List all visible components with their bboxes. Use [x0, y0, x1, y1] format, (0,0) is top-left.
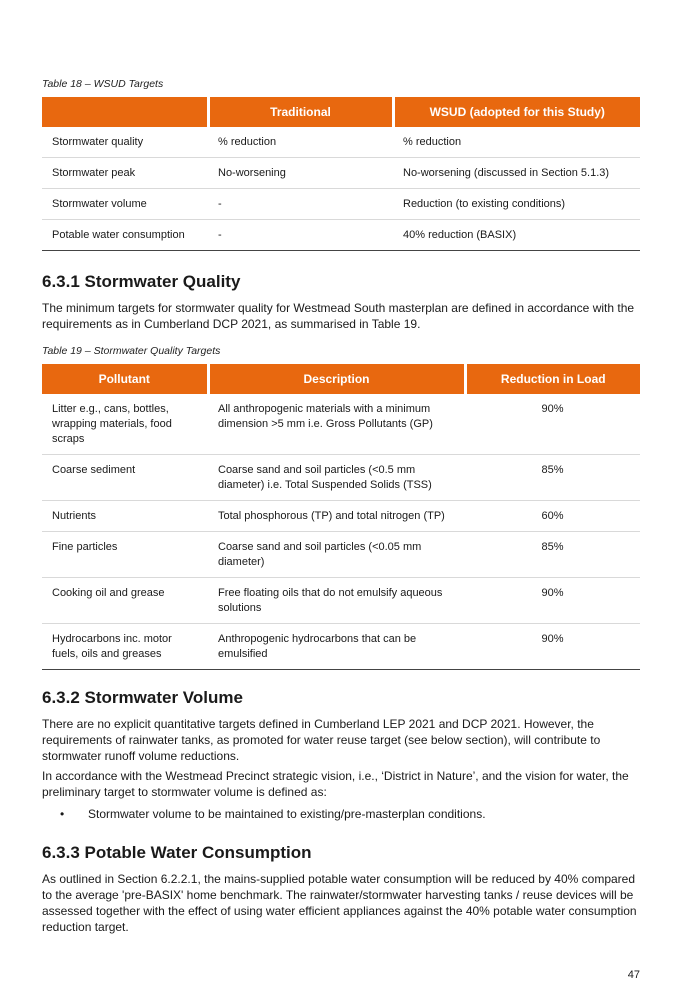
- table19-header-cell: Reduction in Load: [465, 364, 640, 394]
- table-cell: % reduction: [393, 127, 640, 158]
- paragraph: There are no explicit quantitative targets defined in Cumberland LEP 2021 and DCP 2021. However, the requirements of rainwater tanks, as promoted for water reuse target (see below section), will contribute to stormwater runoff volume reductions.: [42, 717, 601, 763]
- table-row: [42, 578, 640, 624]
- table-cell: Coarse sediment: [42, 455, 208, 501]
- table-cell: 85%: [465, 455, 640, 501]
- table-cell: 90%: [465, 578, 640, 624]
- table-cell: No-worsening: [208, 158, 393, 189]
- table-row: [42, 189, 640, 220]
- table-cell: All anthropogenic materials with a minimum dimension >5 mm i.e. Gross Pollutants (GP): [208, 394, 465, 455]
- table-cell: Litter e.g., cans, bottles, wrapping materials, food scraps: [42, 394, 208, 455]
- table19-caption: Table 19 – Stormwater Quality Targets: [42, 345, 221, 357]
- table-cell: 40% reduction (BASIX): [393, 220, 640, 251]
- table18-header-row: [42, 97, 640, 127]
- table-cell: Cooking oil and grease: [42, 578, 208, 624]
- table-row: [42, 532, 640, 578]
- table-cell: Total phosphorous (TP) and total nitrogen (TP): [208, 501, 465, 532]
- page-number: 47: [627, 969, 640, 981]
- paragraph: In accordance with the Westmead Precinct strategic vision, i.e., ‘District in Nature’, and the vision for water, the preliminary target to stormwater volume is defined as:: [42, 769, 629, 799]
- table-cell: Reduction (to existing conditions): [393, 189, 640, 220]
- table18-header-cell: Traditional: [208, 97, 393, 127]
- table-cell: No-worsening (discussed in Section 5.1.3): [393, 158, 640, 189]
- table-cell: Stormwater peak: [42, 158, 208, 189]
- table18-caption: Table 18 – WSUD Targets: [42, 78, 164, 90]
- table-cell: 60%: [465, 501, 640, 532]
- table-cell: 85%: [465, 532, 640, 578]
- table-cell: Nutrients: [42, 501, 208, 532]
- table-row: [42, 127, 640, 158]
- table-cell: Coarse sand and soil particles (<0.5 mm diameter) i.e. Total Suspended Solids (TSS): [208, 455, 465, 501]
- table-cell: % reduction: [208, 127, 393, 158]
- table-cell: Fine particles: [42, 532, 208, 578]
- table19-header-cell: Pollutant: [42, 364, 208, 394]
- table-cell: Stormwater volume: [42, 189, 208, 220]
- table-cell: Coarse sand and soil particles (<0.05 mm diameter): [208, 532, 465, 578]
- table18-wsud-targets: [42, 97, 640, 251]
- table-cell: Potable water consumption: [42, 220, 208, 251]
- table18-header-cell: WSUD (adopted for this Study): [393, 97, 640, 127]
- section-heading-stormwater-volume: 6.3.2 Stormwater Volume: [42, 688, 243, 707]
- table-row: [42, 220, 640, 251]
- table-cell: Hydrocarbons inc. motor fuels, oils and greases: [42, 624, 208, 670]
- paragraph: The minimum targets for stormwater quality for Westmead South masterplan are defined in accordance with the requirements as in Cumberland DCP 2021, as summarised in Table 19.: [42, 301, 635, 331]
- table-cell: -: [208, 189, 393, 220]
- table18-header-cell: [42, 97, 208, 127]
- table-cell: Stormwater quality: [42, 127, 208, 158]
- paragraph: As outlined in Section 6.2.2.1, the mains-supplied potable water consumption will be reduced by 40% compared to the average 'pre-BASIX' home benchmark. The rainwater/stormwater harvesting tanks / reuse devices will be assessed together with the effect of using water efficient appliances against the 40% potable water consumption reduction target.: [42, 872, 637, 934]
- section-heading-stormwater-quality: 6.3.1 Stormwater Quality: [42, 272, 241, 291]
- section-heading-potable-water: 6.3.3 Potable Water Consumption: [42, 843, 312, 862]
- table19-header-row: [42, 364, 640, 394]
- table-row: [42, 624, 640, 670]
- table-row: [42, 394, 640, 455]
- bullet-icon: •: [60, 807, 65, 821]
- table-cell: 90%: [465, 394, 640, 455]
- table19-stormwater-quality-targets: [42, 364, 640, 670]
- table-cell: Anthropogenic hydrocarbons that can be emulsified: [208, 624, 465, 670]
- bullet-text: Stormwater volume to be maintained to existing/pre-masterplan conditions.: [88, 807, 486, 821]
- table19-header-cell: Description: [208, 364, 465, 394]
- table-cell: Free floating oils that do not emulsify aqueous solutions: [208, 578, 465, 624]
- table-row: [42, 455, 640, 501]
- table-cell: -: [208, 220, 393, 251]
- table-row: [42, 501, 640, 532]
- table-row: [42, 158, 640, 189]
- table-cell: 90%: [465, 624, 640, 670]
